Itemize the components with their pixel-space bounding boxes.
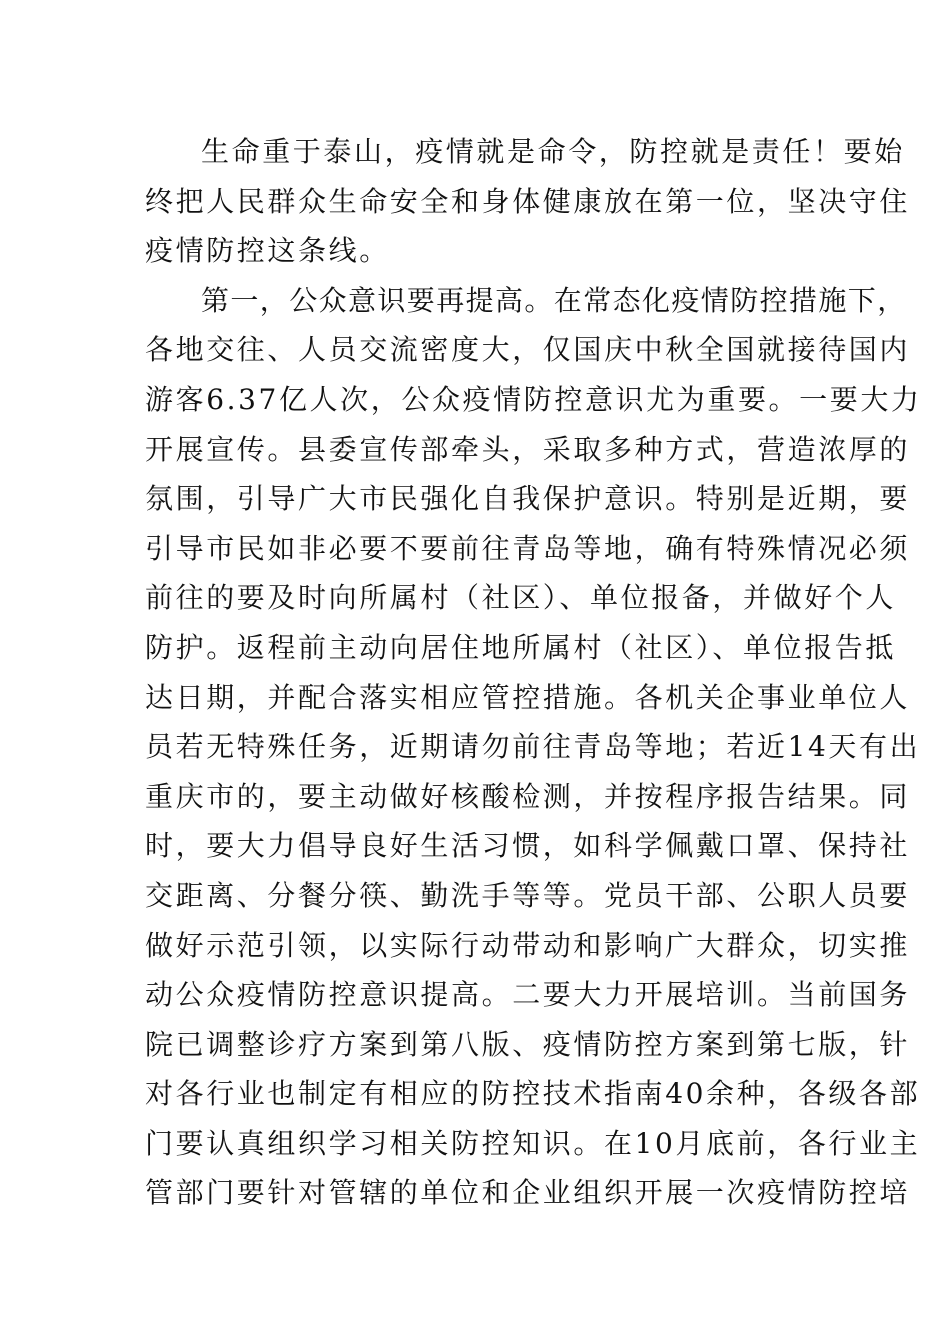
paragraph-line: 重庆市的，要主动做好核酸检测，并按程序报告结果。同 [145,779,911,813]
paragraph-line: 门要认真组织学习相关防控知识。在10月底前，各行业主 [145,1126,921,1160]
paragraph-line: 第一，公众意识要再提高。在常态化疫情防控措施下， [201,283,907,317]
paragraph-line: 生命重于泰山，疫情就是命令，防控就是责任！要始 [201,135,905,168]
paragraph-line: 疫情防控这条线。 [145,234,390,268]
paragraph-line: 游客6.37亿人次，公众疫情防控意识尤为重要。一要大力 [145,382,922,416]
paragraph-line: 前往的要及时向所属村（社区）、单位报备，并做好个人 [145,581,897,615]
paragraph-line: 氛围，引导广大市民强化自我保护意识。特别是近期，要 [145,482,911,516]
paragraph-line: 达日期，并配合落实相应管控措施。各机关企事业单位人 [145,680,911,714]
paragraph-line: 管部门要针对管辖的单位和企业组织开展一次疫情防控培 [145,1176,911,1210]
paragraph-line: 引导市民如非必要不要前往青岛等地，确有特殊情况必须 [145,531,911,565]
body-text [145,127,922,1218]
paragraph-line: 交距离、分餐分筷、勤洗手等等。党员干部、公职人员要 [145,878,911,912]
paragraph-line: 员若无特殊任务，近期请勿前往青岛等地；若近14天有出 [145,730,921,764]
paragraph-line: 终把人民群众生命安全和身体健康放在第一位，坚决守住 [145,184,911,218]
paragraph-line: 防护。返程前主动向居住地所属村（社区）、单位报告抵 [145,630,897,664]
paragraph-line: 对各行业也制定有相应的防控技术指南40余种，各级各部 [145,1077,921,1111]
paragraph-line: 动公众疫情防控意识提高。二要大力开展培训。当前国务 [145,978,911,1012]
paragraph-line: 做好示范引领，以实际行动带动和影响广大群众，切实推 [145,928,911,962]
paragraph-line: 院已调整诊疗方案到第八版、疫情防控方案到第七版，针 [145,1027,911,1061]
paragraph-line: 各地交往、人员交流密度大，仅国庆中秋全国就接待国内 [145,333,911,367]
paragraph-line: 开展宣传。县委宣传部牵头，采取多种方式，营造浓厚的 [145,432,911,466]
paragraph-line: 时，要大力倡导良好生活习惯，如科学佩戴口罩、保持社 [145,829,911,863]
